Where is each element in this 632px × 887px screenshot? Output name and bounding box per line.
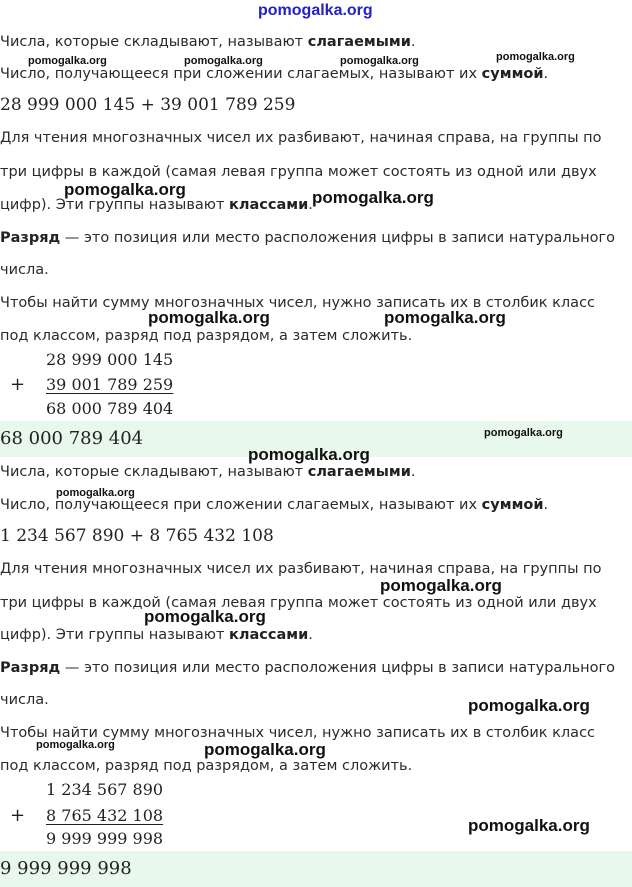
watermark: pomogalka.org bbox=[28, 55, 107, 67]
addition-expression: 1 234 567 890 + 8 765 432 108 bbox=[0, 526, 274, 546]
definition-sum: Число, получающееся при сложении слагаемых, называют их суммой. bbox=[0, 66, 549, 82]
answer-box bbox=[0, 851, 632, 887]
watermark: pomogalka.org bbox=[496, 51, 575, 63]
watermark: pomogalka.org bbox=[248, 445, 370, 464]
classes-text-line1: Для чтения многозначных чисел их разбивают, начиная справа, на группы по bbox=[0, 130, 602, 146]
column-rule-line1: Чтобы найти сумму многозначных чисел, нужно записать их в столбик класс bbox=[0, 725, 596, 741]
column-sum: 68 000 789 404 bbox=[46, 399, 174, 418]
digit-definition-line2: числа. bbox=[0, 692, 49, 708]
column-rule-line2: под классом, разряд под разрядом, а затем сложить. bbox=[0, 758, 413, 774]
watermark: pomogalka.org bbox=[380, 576, 502, 595]
digit-definition-line1: Разряд — это позиция или место расположения цифры в записи натурального bbox=[0, 230, 615, 246]
watermark: pomogalka.org bbox=[468, 816, 590, 835]
definition-addends: Числа, которые складывают, называют слагаемыми. bbox=[0, 464, 416, 480]
watermark: pomogalka.org bbox=[384, 308, 506, 327]
watermark: pomogalka.org bbox=[184, 55, 263, 67]
watermark: pomogalka.org bbox=[484, 427, 563, 439]
digit-definition-line2: числа. bbox=[0, 262, 49, 278]
classes-text-line2: три цифры в каждой (самая левая группа может состоять из одной или двух bbox=[0, 164, 597, 180]
column-addend-1: 28 999 000 145 bbox=[46, 350, 174, 369]
watermark: pomogalka.org bbox=[204, 740, 326, 759]
plus-sign: + bbox=[10, 374, 26, 395]
column-sum: 9 999 999 998 bbox=[46, 829, 164, 848]
watermark: pomogalka.org bbox=[144, 607, 266, 626]
site-header-watermark: pomogalka.org bbox=[258, 2, 373, 19]
watermark: pomogalka.org bbox=[64, 180, 186, 199]
watermark: pomogalka.org bbox=[36, 739, 115, 751]
column-addend-1: 1 234 567 890 bbox=[46, 780, 164, 799]
definition-addends: Числа, которые складывают, называют слагаемыми. bbox=[0, 34, 416, 50]
watermark: pomogalka.org bbox=[56, 487, 135, 499]
digit-definition-line1: Разряд — это позиция или место расположения цифры в записи натурального bbox=[0, 660, 615, 676]
column-rule-line2: под классом, разряд под разрядом, а затем сложить. bbox=[0, 328, 413, 344]
classes-text-line3: цифр). Эти группы называют классами. bbox=[0, 627, 313, 643]
column-addend-2: 8 765 432 108 bbox=[46, 806, 164, 825]
plus-sign: + bbox=[10, 805, 26, 826]
watermark: pomogalka.org bbox=[148, 308, 270, 327]
watermark: pomogalka.org bbox=[340, 55, 419, 67]
classes-text-line1: Для чтения многозначных чисел их разбивают, начиная справа, на группы по bbox=[0, 561, 602, 577]
addition-expression: 28 999 000 145 + 39 001 789 259 bbox=[0, 95, 296, 115]
column-addend-2: 39 001 789 259 bbox=[46, 375, 174, 394]
watermark: pomogalka.org bbox=[312, 188, 434, 207]
classes-text-line2: три цифры в каждой (самая левая группа может состоять из одной или двух bbox=[0, 595, 597, 611]
answer-value: 9 999 999 998 bbox=[0, 858, 132, 879]
classes-text-line3: цифр). Эти группы называют классами. bbox=[0, 197, 313, 213]
answer-value: 68 000 789 404 bbox=[0, 428, 144, 449]
definition-sum: Число, получающееся при сложении слагаемых, называют их суммой. bbox=[0, 497, 549, 513]
watermark: pomogalka.org bbox=[468, 696, 590, 715]
column-rule-line1: Чтобы найти сумму многозначных чисел, нужно записать их в столбик класс bbox=[0, 295, 596, 311]
